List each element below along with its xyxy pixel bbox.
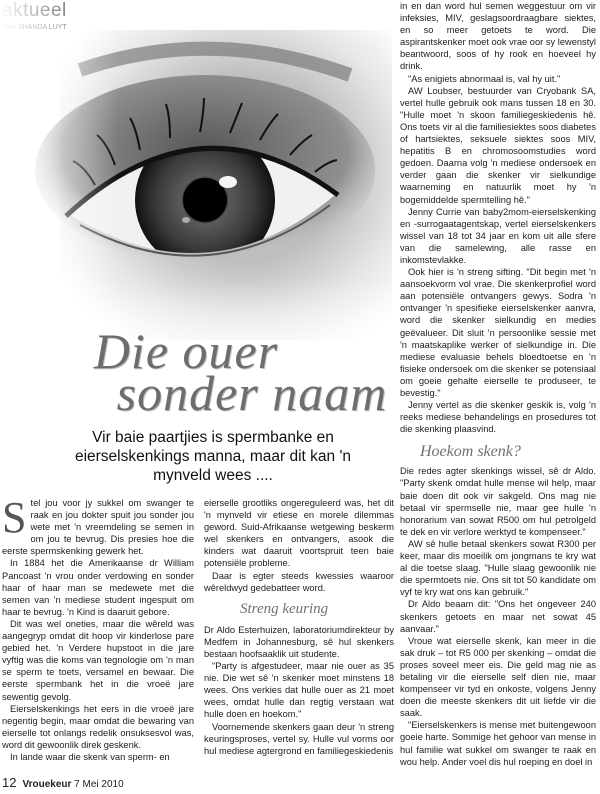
paragraph: AW Loubser, bestuurder van Cryobank SA, vertel hulle gebruik ook mans tussen 18 en 30. "Hulle moet 'n skoon familiegeskiedenis hê. Ons toets vir al die familiesiektes soos diabetes of hartsiektes, seksuele siektes soos MIV, hepatitis B en chromosoomstudies word gedoen. Daarna volg 'n mediese ondersoek en verder gaan die skenker vir sielkundige waarneming en natuurlik moet hy 'n bogemiddelde spermtelling hê." bbox=[400, 85, 596, 205]
paragraph: Dr Aldo beaam dit: "Ons het ongeveer 240 skenkers getoets en maar net sowat 45 aanvaar." bbox=[400, 599, 596, 634]
paragraph: "Eierselskenkers is mense met buitengewoon goeie harte. Sommige het gehoor van mense in hul familie wat sukkel om swanger te raak en wou help. Ander voel dis hul roeping en doel in bbox=[400, 720, 596, 767]
standfirst: Vir baie paartjies is spermbanke en eierselskenkings manna, maar dit kan 'n mynveld wees .... bbox=[74, 429, 352, 484]
paragraph: Dit was wel oneties, maar die wêreld was aangegryp omdat dit hoop vir kinderlose pare gebied het. 'n Verdere hupstoot in die jare vyftig was die koms van tegnologie om 'n man se sperm te toets, versamel en bewaar. Die eerste spermbank het in die vroeë jare sewentig gevolg. bbox=[2, 618, 194, 702]
issue-date: 7 Mei 2010 bbox=[74, 779, 124, 790]
paragraph: Voornemende skenkers gaan deur 'n streng keuringsproses, vertel sy. Hulle vul vorms oor hul mediese agtergrond en familiegeskiedenis bbox=[204, 721, 394, 756]
paragraph: in en dan word hul semen weggestuur om vir infeksies, MIV, geslagsoordraagbare siektes, en so meer getoets te word. Die aspirantskenker moet ook vrae oor sy lewenstyl beantwoord, soos of hy rook en hoeveel hy drink. bbox=[400, 1, 596, 72]
paragraph: eierselle grootliks ongereguleerd was, het dit 'n mynveld vir etiese en morele dilemmas geword. Suid-Afrikaanse wetgewing beskerm wel skenkers en ontvangers, asook die kinders wat daaruit voortspruit teen baie potensiële probleme. bbox=[204, 498, 394, 569]
headline-line-1: Die ouer bbox=[93, 323, 279, 379]
right-column bbox=[400, 0, 596, 768]
paragraph: AW sê hulle betaal skenkers sowat R300 per keer, maar dis moeilik om jongmans te kry wat al die toetse slaag. "Hulle slaag gewoonlik nie die spermtoets nie. Ons sit tot 50 kandidate om vyf te kry wat ons kan gebruik." bbox=[400, 538, 596, 598]
paragraph: Die redes agter skenkings wissel, sê dr Aldo. "Party skenk omdat hulle mense wil help, maar baie doen dit ook vir sakgeld. Ons mag nie betaal vir spermselle nie, maar gee hulle 'n honorarium van sowat R500 om hul petrolgeld te dek en vir verlore werktyd te kompenseer." bbox=[400, 466, 596, 537]
paragraph: In 1884 het die Amerikaanse dr William Pancoast 'n vrou onder verdowing en sonder haar of haar man se medewete met die semen van 'n mediese student ingespuit om haar te bevrug. 'n Kind is daaruit gebore. bbox=[2, 558, 194, 617]
paragraph: Jenny Currie van baby2mom-eierselskenking en -surrogaatagentskap, vertel eierselskenkers wissel van 18 tot 34 jaar en kom uit alle sfere van die samelewing, alle rasse en inkomstevlakke. bbox=[400, 206, 596, 265]
drop-cap: S bbox=[2, 493, 27, 542]
subhead-hoekom-skenk: Hoekom skenk? bbox=[420, 443, 521, 461]
paragraph: "As enigiets abnormaal is, val hy uit." bbox=[408, 73, 561, 84]
page-number: 12 bbox=[2, 775, 17, 790]
subhead-streng-keuring: Streng keuring bbox=[240, 600, 329, 617]
paragraph: Vroue wat eierselle skenk, kan meer in die sak druk – tot R5 000 per skenking – omdat die proses soveel meer eis. Die geld mag nie as betaling vir die eierselle self dien nie, maar kompenseer vir tyd en onkoste, volgens Jenny doen die meeste skenkers dit uit liefde vir die saak. bbox=[400, 635, 596, 719]
paragraph: Dr Aldo Esterhuizen, laboratoriumdirekteur by Medfem in Johannesburg, sê hul skenkers bestaan hoofsaaklik uit studente. bbox=[204, 624, 394, 659]
paragraph: Stel jou voor jy sukkel om swanger te raak en jou dokter spuit jou sonder jou wete met 'n vreemdeling se semen in om jou te bevrug. Dis presies hoe die eerste spermskenking gewerk het. bbox=[2, 493, 194, 557]
headline-line-2: sonder naam bbox=[116, 365, 388, 421]
paragraph: Eierselskenkings het eers in die vroeë jare negentig begin, maar omdat die bewaring van eierselle tot onlangs redelik onsuksesvol was, word dit gewoonlik direk geskenk. bbox=[2, 703, 194, 750]
paragraph: Jenny vertel as die skenker geskik is, volg 'n reeks mediese behandelings en prosedures tot die skenking plaasvind. bbox=[400, 400, 596, 435]
page-footer bbox=[2, 775, 124, 790]
magazine-name: Vrouekeur bbox=[22, 779, 72, 790]
middle-column bbox=[204, 497, 394, 757]
paragraph: In lande waar die skenk van sperm- en bbox=[10, 751, 170, 762]
paragraph: "Party is afgestudeer, maar nie ouer as 35 nie. Die wet sê 'n skenker moet minstens 18 wees. Ons verkies dat hulle ouer as 21 moet wees, omdat hulle dan regtig verstaan wat hulle doen en hoekom." bbox=[204, 661, 394, 720]
left-column bbox=[2, 493, 194, 763]
paragraph: Ook hier is 'n streng sifting. "Dit begin met 'n aansoekvorm vol vrae. Die skenkerprofiel word aan potensiële ontvangers gewys. Sodra 'n ontvanger 'n spesifieke eierselskenker aanvra, word die skenker sielkundig en medies geëvalueer. Dit sluit 'n persoonlike sessie met 'n maatskaplike werker of sielkundige in. Die mediese evaluasie behels bloedtoetse en 'n fisieke ondersoek om die skenker se potensiaal om goeie gehalte eierselle te produseer, te bevestig." bbox=[400, 267, 596, 398]
paragraph: Daar is egter steeds kwessies waaroor wêreldwyd gedebatteer word. bbox=[204, 570, 394, 593]
